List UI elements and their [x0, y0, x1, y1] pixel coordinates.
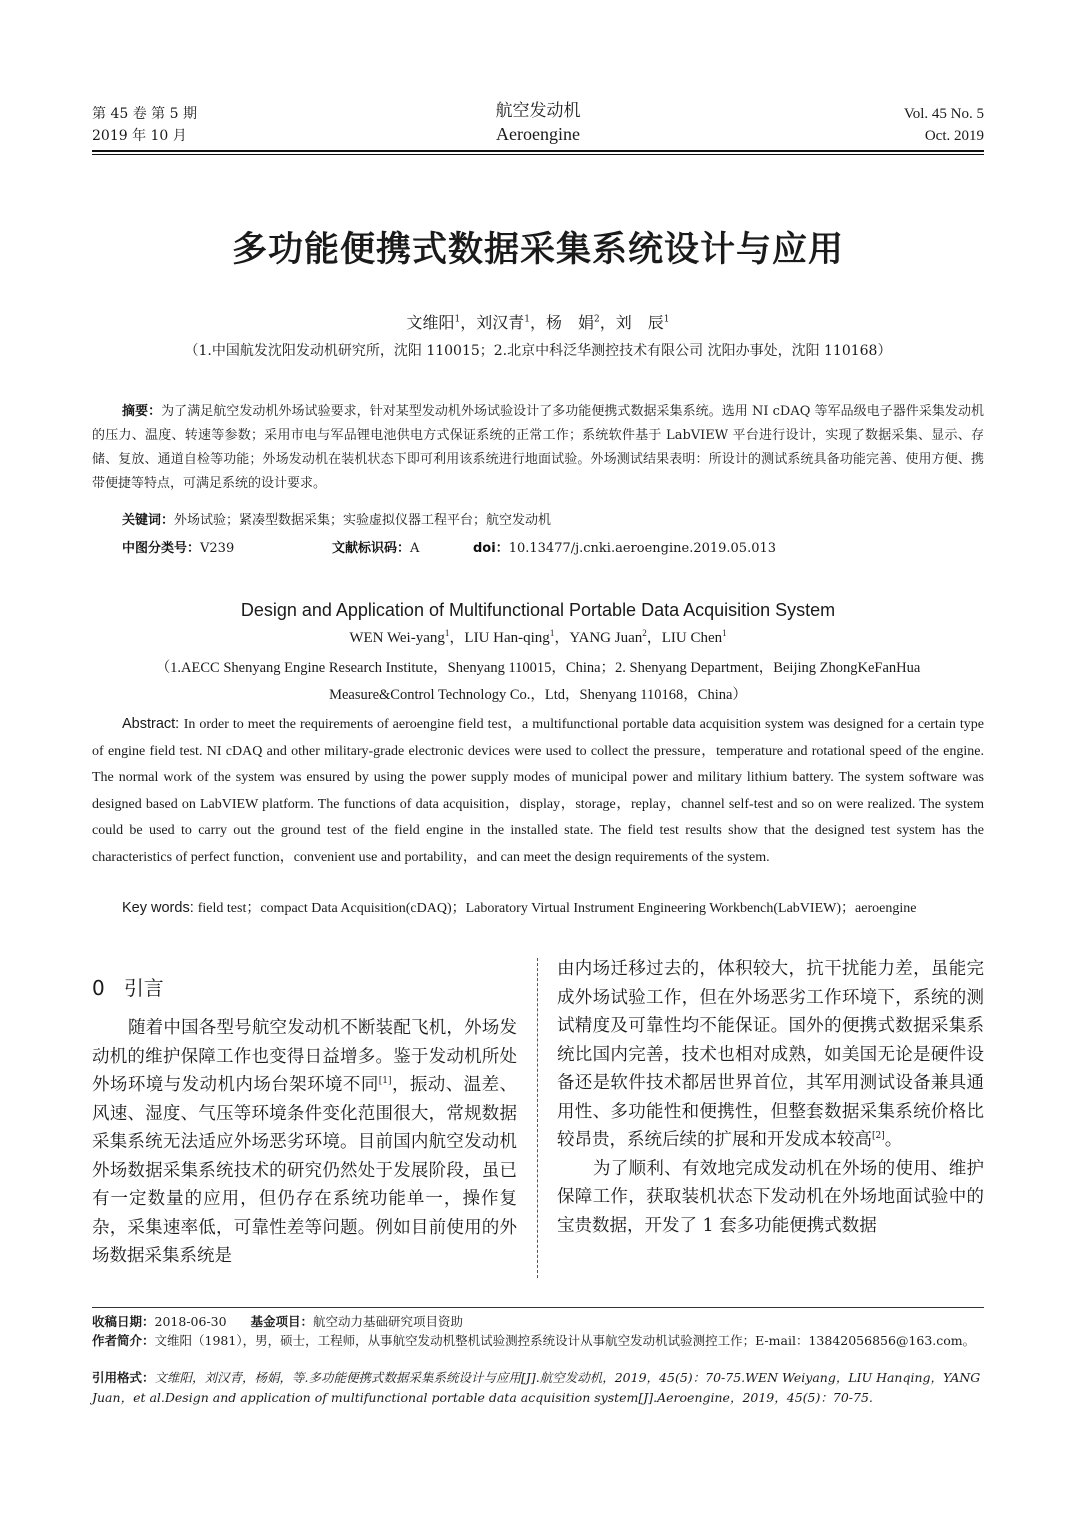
author-info-label: 作者简介： [92, 1333, 155, 1348]
keywords-label-en: Key words: [122, 900, 198, 916]
affiliation-cn: （1.中国航发沈阳发动机研究所，沈阳 110015；2.北京中科泛华测控技术有限公司 沈阳办事处，沈阳 110168） [184, 343, 892, 359]
clc-number [122, 537, 234, 561]
journal-name-en: Aeroengine [496, 124, 580, 144]
clc-value: V239 [200, 541, 235, 556]
header-issue-cn: 第 45 卷 第 5 期 [92, 106, 197, 122]
fund-value: 航空动力基础研究项目资助 [312, 1314, 463, 1329]
doi [473, 537, 776, 561]
citation-ref[interactable]: [2] [872, 1131, 885, 1142]
abstract-cn [92, 400, 984, 496]
affiliation-en-line1: （1.AECC Shenyang Engine Research Institute，Shenyang 110015，China；2. Shenyang Department，Beijing ZhongKeFanHua [155, 660, 921, 676]
author-name: 杨 娟 [546, 313, 595, 332]
footnote-author [92, 1331, 984, 1350]
fund-label: 基金项目： [250, 1314, 313, 1329]
section-title: 引言 [123, 976, 164, 1000]
keywords-text-cn: 外场试验；紧凑型数据采集；实验虚拟仪器工程平台；航空发动机 [174, 513, 552, 528]
body-paragraph [557, 955, 984, 1155]
header-rule-thick [92, 150, 984, 152]
doi-value: 10.13477/j.cnki.aeroengine.2019.05.013 [508, 541, 777, 556]
header-rule-thin [92, 154, 984, 155]
header-date-en: Oct. 2019 [924, 128, 984, 144]
author-name: 文维阳 [406, 313, 455, 332]
affiliation-en-line2: Measure&Control Technology Co.，Ltd，Shenyang 110168，China） [329, 687, 747, 703]
author-list-cn: 文维阳$^1$，刘汉青$^1$，杨 娟$^2$，刘 辰$^1$ [406, 313, 670, 332]
section-heading [92, 974, 164, 1002]
keywords-label-cn: 关键词： [122, 513, 175, 528]
citation-ref[interactable]: [1] [378, 1076, 392, 1087]
column-divider [537, 958, 538, 1278]
abstract-label-en: Abstract: [122, 716, 184, 732]
received-label: 收稿日期： [92, 1314, 155, 1329]
document-code [332, 537, 419, 561]
received-value: 2018-06-30 [154, 1314, 227, 1329]
header-date-cn: 2019 年 10 月 [92, 128, 187, 144]
paper-title-en: Design and Application of Multifunctional Portable Data Acquisition System [240, 600, 836, 620]
author-info-value: 文维阳（1981），男，硕士，工程师，从事航空发动机整机试验测控系统设计从事航空发动机试验测控工作；E-mail：13842056856@163.com。 [154, 1333, 976, 1348]
body-paragraph: 为了顺利、有效地完成发动机在外场的使用、维护保障工作，获取装机状态下发动机在外场地面试验中的宝贵数据，开发了 1 套多功能便携式数据 [557, 1158, 984, 1236]
affiliation-en [92, 655, 984, 709]
author-name-en: LIU Chen [661, 630, 723, 646]
keywords-text-en: field test；compact Data Acquisition(cDAQ)；Laboratory Virtual Instrument Engineering Workbench(LabVIEW)；aeroengine [197, 901, 917, 916]
doi-label: doi： [473, 541, 509, 556]
classification-row [122, 537, 984, 561]
header-journal-name [92, 100, 984, 146]
journal-header [92, 100, 984, 150]
abstract-en [92, 711, 984, 871]
footnote-received [92, 1312, 984, 1331]
body-text: 随着中国各型号航空发动机不断装配飞机，外场发动机的维护保障工作也变得日益增多。鉴于发动机所处外场环境与发动机内场台架环境不同 [92, 1018, 517, 1095]
keywords-cn [122, 509, 984, 533]
footnote-rule [92, 1307, 984, 1308]
citation-value: 文维阳，刘汉青，杨娟，等.多功能便携式数据采集系统设计与应用[J].航空发动机，2019，45(5)：70-75.WEN Weiyang，LIU Hanqing，YANG Juan，et al.Design and application of multifunctional portable data acquisition system[J].Aeroengine，2019，45(5)：70-75. [92, 1370, 981, 1405]
body-column-right [557, 955, 984, 1240]
footnote-citation [92, 1368, 984, 1408]
section-number: 0 [92, 976, 105, 1000]
author-name-en: LIU Han-qing [464, 630, 550, 646]
doc-code-value: A [410, 541, 420, 556]
header-issue-en: Vol. 45 No. 5 [903, 106, 984, 122]
author-name-en: YANG Juan [569, 630, 643, 646]
header-volume-en [904, 103, 984, 147]
author-name: 刘汉青 [476, 313, 525, 332]
body-text: 由内场迁移过去的，体积较大，抗干扰能力差，虽能完成外场试验工作，但在外场恶劣工作环境下，系统的测试精度及可靠性均不能保证。国外的便携式数据采集系统比国内完善，技术也相对成熟，如美国无论是硬件设备还是软件技术都居世界首位，其军用测试设备兼具通用性、多功能性和便携性，但整套数据采集系统价格比较昂贵，系统后续的扩展和开发成本较高 [557, 959, 984, 1150]
keywords-en [122, 896, 984, 921]
doc-code-label: 文献标识码： [332, 541, 411, 556]
abstract-label-cn: 摘要： [122, 404, 162, 419]
body-text: 。 [884, 1130, 903, 1150]
citation-label: 引用格式： [92, 1370, 155, 1385]
paper-title-cn: 多功能便携式数据采集系统设计与应用 [231, 230, 844, 270]
body-column-left [92, 1014, 517, 1271]
author-list-en: WEN Wei-yang$^1$，LIU Han-qing$^1$，YANG Juan$^2$，LIU Chen$^1$ [349, 628, 727, 646]
author-name: 刘 辰 [615, 313, 664, 332]
clc-label: 中图分类号： [122, 541, 201, 556]
abstract-text-cn: 为了满足航空发动机外场试验要求，针对某型发动机外场试验设计了多功能便携式数据采集系统。选用 NI cDAQ 等军品级电子器件采集发动机的压力、温度、转速等参数；采用市电与军品锂电池供电方式保证系统的正常工作；系统软件基于 LabVIEW 平台进行设计，实现了数据采集、显示、存储、复放、通道自检等功能；外场发动机在装机状态下即可利用该系统进行地面试验。外场测试结果表明：所设计的测试系统具备功能完善、使用方便、携带便捷等特点，可满足系统的设计要求。 [92, 404, 984, 491]
body-text: ，振动、温差、风速、湿度、气压等环境条件变化范围很大，常规数据采集系统无法适应外场恶劣环境。目前国内航空发动机外场数据采集系统技术的研究仍然处于发展阶段，虽已有一定数量的应用，但仍存在系统功能单一，操作复杂，采集速率低，可靠性差等问题。例如目前使用的外场数据采集系统是 [92, 1075, 517, 1266]
author-name-en: WEN Wei-yang [349, 630, 445, 646]
journal-name-cn: 航空发动机 [495, 101, 581, 121]
abstract-text-en: In order to meet the requirements of aeroengine field test，a multifunctional portable data acquisition system was designed for a certain type of engine field test. NI cDAQ and other military-grade electronic devices were used to collect the pressure，temperature and rotational speed of the engine. The normal work of the system was ensured by using the power supply modes of municipal power and military lithium battery. The system software was designed based on LabVIEW platform. The functions of data acquisition，display，storage，replay，channel self-test and so on were realized. The system could be used to carry out the ground test of the field engine in the installed state. The field test results show that the designed test system has the characteristics of perfect function，convenient use and portability，and can meet the design requirements of the system. [92, 717, 984, 865]
